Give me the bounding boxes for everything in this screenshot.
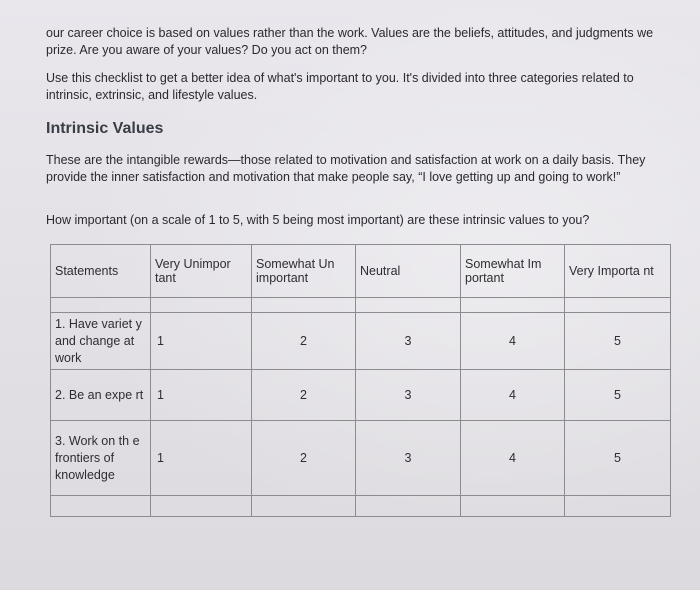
header-somewhat-important: Somewhat Im portant [461,245,565,298]
rating-cell-2[interactable]: 2 [252,370,356,421]
rating-cell-4[interactable]: 4 [461,421,565,496]
header-very-important: Very Importa nt [565,245,671,298]
rating-cell-4[interactable]: 4 [461,313,565,370]
table-row [51,313,671,370]
rating-cell-1[interactable]: 1 [151,421,252,496]
intro-paragraph: our career choice is based on values rather than the work. Values are the beliefs, attitudes, and judgments we prize. Are you aware of your values? Do you act on them? [46,26,654,57]
rating-cell-5[interactable]: 5 [565,370,671,421]
rating-cell-2[interactable]: 2 [252,421,356,496]
rating-cell-4[interactable]: 4 [461,370,565,421]
table-row-cutoff [51,496,671,517]
table-spacer-row [51,298,671,313]
header-neutral: Neutral [356,245,461,298]
header-somewhat-unimportant: Somewhat Un important [252,245,356,298]
rating-cell-1[interactable]: 1 [151,313,252,370]
rating-cell-2[interactable]: 2 [252,313,356,370]
statement-cell: 2. Be an expe rt [51,370,151,421]
table-row [51,421,671,496]
rating-question: How important (on a scale of 1 to 5, with 5 being most important) are these intrinsic values to you? [46,213,590,227]
instructions-paragraph: Use this checklist to get a better idea of what's important to you. It's divided into three categories related to intrinsic, extrinsic, and lifestyle values. [46,71,634,102]
section-heading: Intrinsic Values [46,120,164,137]
table-header-row [51,245,671,298]
rating-cell-1[interactable]: 1 [151,370,252,421]
rating-cell-3[interactable]: 3 [356,313,461,370]
statement-cell: 1. Have variet y and change at work [51,313,151,370]
rating-cell-3[interactable]: 3 [356,421,461,496]
header-statements: Statements [51,245,151,298]
rating-cell-5[interactable]: 5 [565,313,671,370]
section-description: These are the intangible rewards—those related to motivation and satisfaction at work on a daily basis. They provide the inner satisfaction and motivation that make people say, “I love getting up and going to work!” [46,153,646,184]
rating-cell-3[interactable]: 3 [356,370,461,421]
table-row [51,370,671,421]
statement-cell: 3. Work on th e frontiers of knowledge [51,421,151,496]
header-very-unimportant: Very Unimpor tant [151,245,252,298]
rating-cell-5[interactable]: 5 [565,421,671,496]
values-table [50,244,671,517]
